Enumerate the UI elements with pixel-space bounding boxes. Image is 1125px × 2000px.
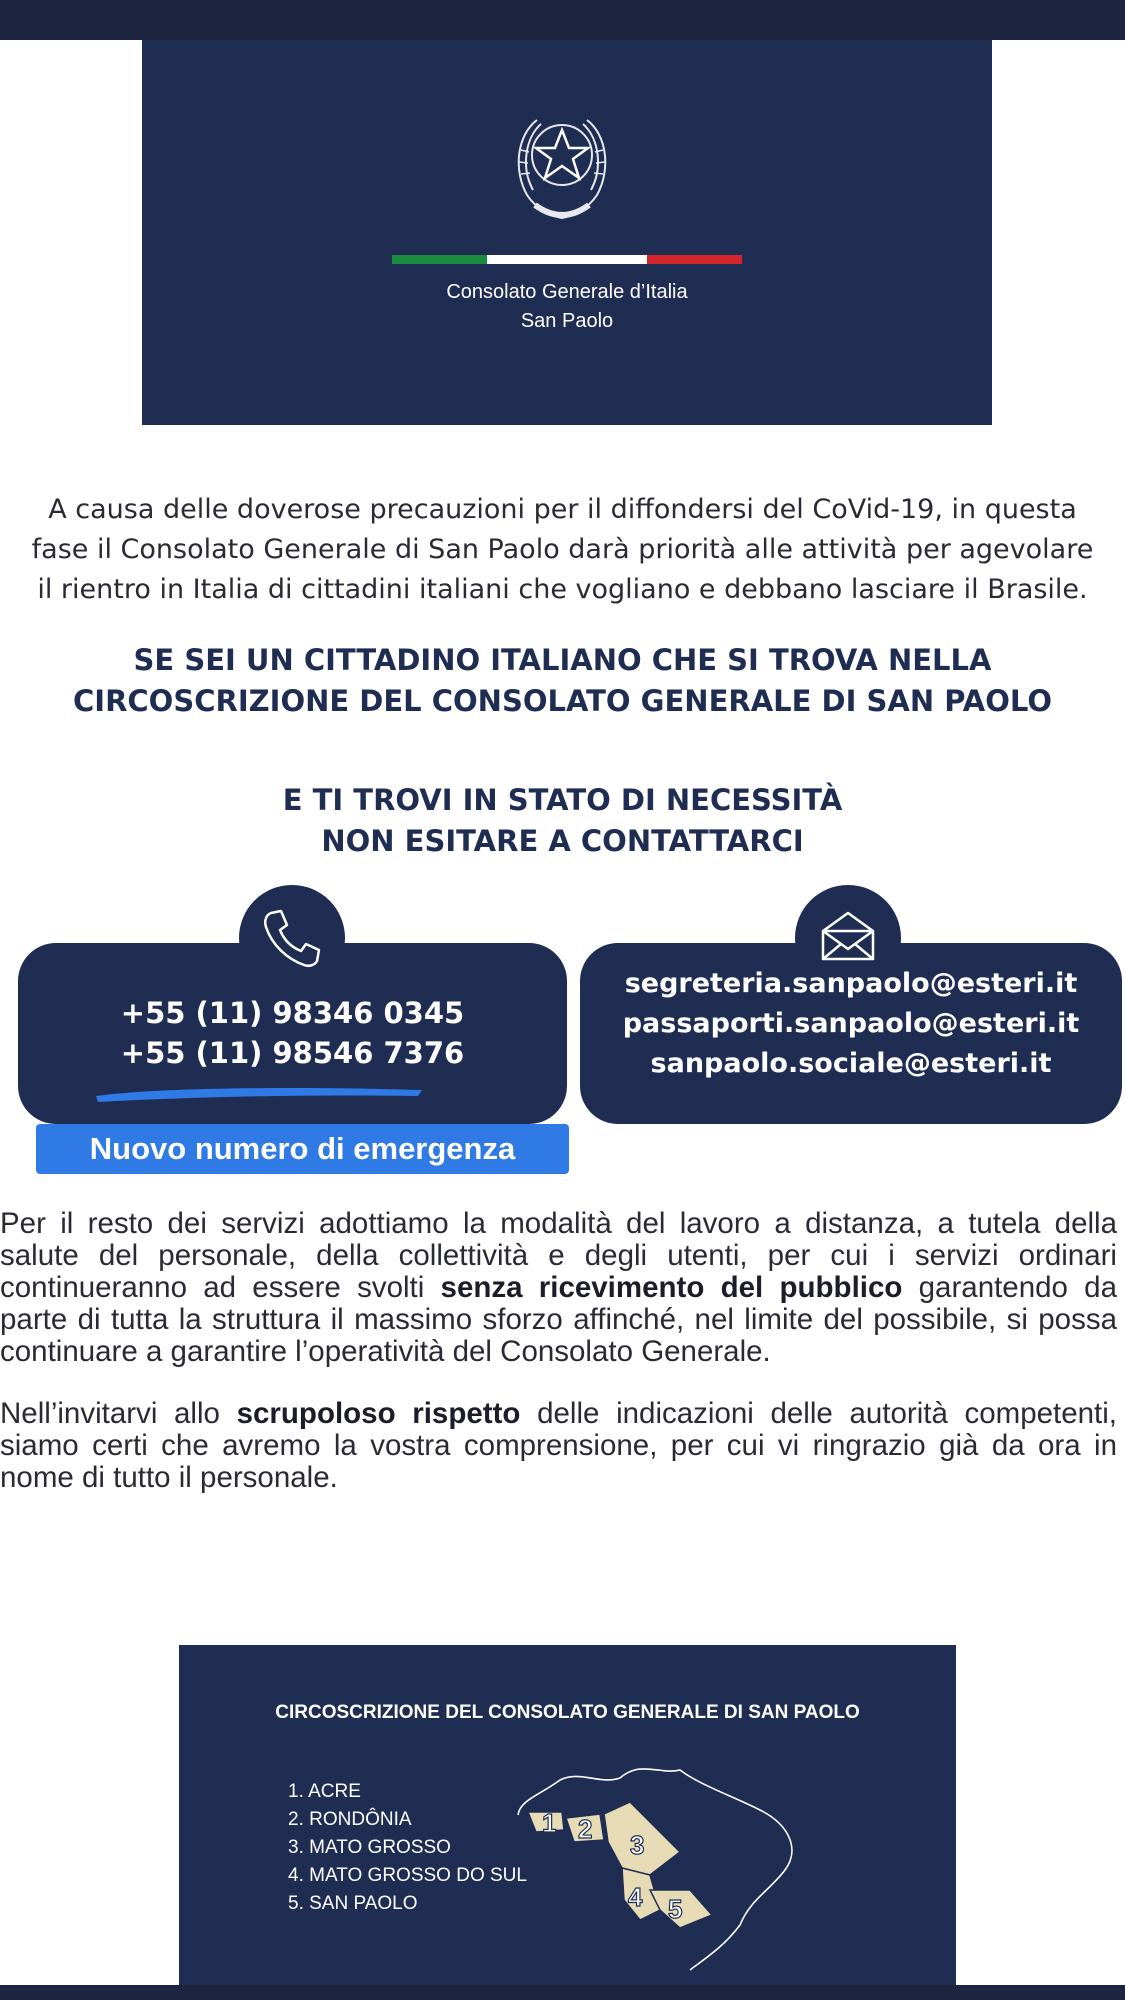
- phone-numbers: [18, 993, 567, 1073]
- highlight-underline: [92, 1082, 427, 1104]
- closing-paragraph: [0, 1398, 1117, 1494]
- email-link[interactable]: segreteria.sanpaolo@esteri.it: [624, 968, 1078, 999]
- main-heading: [0, 640, 1125, 722]
- map-number-3: 3: [630, 1830, 645, 1860]
- email-addresses: [580, 964, 1122, 1084]
- paragraph-text: delle indicazioni delle autorità competenti, siamo certi che avremo la vostra comprensione, per cui vi ringrazio già da ora in nome di tutto il personale.: [0, 1397, 1117, 1494]
- italian-emblem-icon: [507, 100, 617, 230]
- brazil-map: [500, 1740, 820, 1980]
- flag-stripe-red: [647, 255, 742, 264]
- flag-stripe-green: [392, 255, 487, 264]
- map-number-5: 5: [668, 1894, 683, 1924]
- services-paragraph: [0, 1208, 1117, 1368]
- phone-number[interactable]: +55 (11) 98546 7376: [120, 1036, 465, 1070]
- heading-line: NON ESITARE A CONTATTARCI: [321, 824, 804, 858]
- email-link[interactable]: passaporti.sanpaolo@esteri.it: [622, 1008, 1080, 1039]
- bottom-bar: [0, 1985, 1125, 2000]
- heading-line: SE SEI UN CITTADINO ITALIANO CHE SI TROVA NELLA: [133, 643, 992, 677]
- top-bar: [0, 0, 1125, 40]
- consulate-line-2: San Paolo: [520, 310, 614, 332]
- emergency-number-label: Nuovo numero di emergenza: [36, 1124, 569, 1174]
- intro-line: A causa delle doverose precauzioni per il diffondersi del CoVid-19, in questa: [48, 494, 1077, 525]
- sub-heading: [0, 780, 1125, 862]
- header-banner: [142, 40, 992, 425]
- intro-line: il rientro in Italia di cittadini italiani che vogliano e debbano lasciare il Brasile.: [37, 574, 1088, 605]
- state-item: 5. SAN PAOLO: [288, 1893, 418, 1914]
- envelope-icon: [815, 905, 881, 965]
- state-item: 4. MATO GROSSO DO SUL: [288, 1865, 527, 1886]
- map-number-1: 1: [542, 1808, 557, 1838]
- flag-stripe-white: [487, 255, 647, 264]
- heading-line: E TI TROVI IN STATO DI NECESSITÀ: [282, 783, 843, 817]
- consulate-line-1: Consolato Generale d’Italia: [446, 281, 688, 303]
- map-title: CIRCOSCRIZIONE DEL CONSOLATO GENERALE DI SAN PAOLO: [275, 1702, 860, 1723]
- map-number-2: 2: [578, 1814, 593, 1844]
- state-item: 3. MATO GROSSO: [288, 1837, 451, 1858]
- paragraph-bold: scrupoloso rispetto: [236, 1397, 521, 1430]
- email-link[interactable]: sanpaolo.sociale@esteri.it: [650, 1048, 1052, 1079]
- map-number-4: 4: [628, 1882, 643, 1912]
- state-item: 2. RONDÔNIA: [288, 1809, 412, 1830]
- phone-number[interactable]: +55 (11) 98346 0345: [120, 996, 465, 1030]
- consulate-name: [392, 278, 742, 336]
- state-item: 1. ACRE: [288, 1781, 361, 1802]
- heading-line: CIRCOSCRIZIONE DEL CONSOLATO GENERALE DI SAN PAOLO: [73, 684, 1052, 718]
- paragraph-bold: senza ricevimento del pubblico: [440, 1271, 903, 1304]
- paragraph-text: garantendo da parte di tutta la struttura il massimo sforzo affinché, nel limite del possibile, si possa continuare a garantire l’operatività del Consolato Generale.: [0, 1271, 1117, 1368]
- intro-line: fase il Consolato Generale di San Paolo darà priorità alle attività per agevolare: [31, 534, 1094, 565]
- paragraph-text: Per il resto dei servizi adottiamo la modalità del lavoro a distanza, a tutela della salute del personale, della collettività e degli utenti, per cui i servizi ordinari continueranno ad essere svolti: [0, 1207, 1117, 1304]
- paragraph-text: Nell’invitarvi allo: [0, 1397, 237, 1430]
- intro-text: [0, 490, 1125, 610]
- phone-icon: [259, 905, 325, 971]
- states-list: [288, 1778, 527, 1918]
